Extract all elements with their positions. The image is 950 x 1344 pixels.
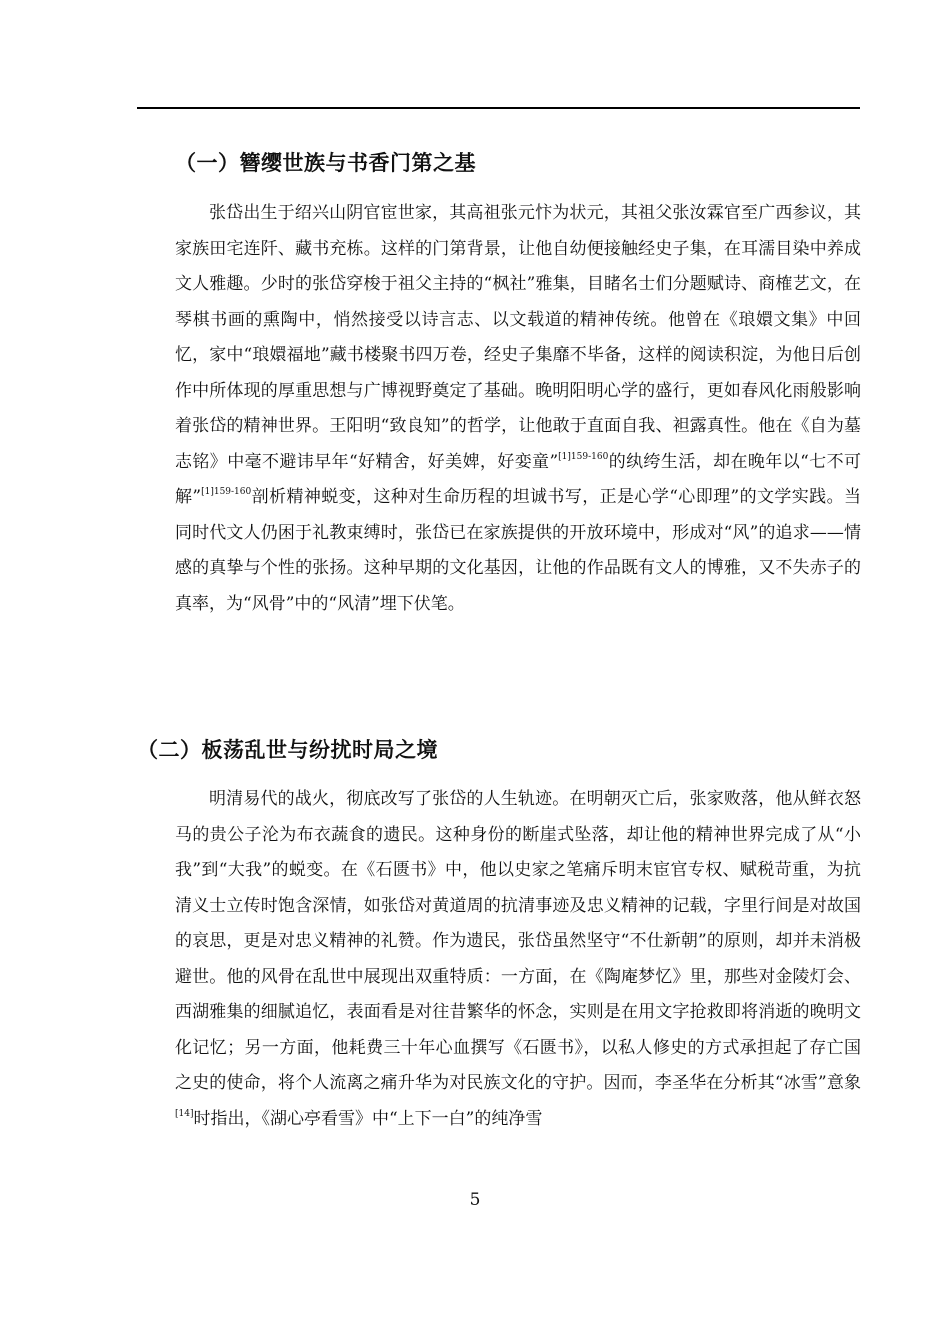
paragraph-2 [175, 782, 861, 1137]
paragraph-1 [175, 196, 861, 622]
paragraph-1-text-c: 剖析精神蜕变，这种对生命历程的坦诚书写，正是心学“心即理”的文学实践。当同时代文人仍困于礼教束缚时，张岱已在家族提供的开放环境中，形成对“风”的追求——情感的真挚与个性的张扬。这种早期的文化基因，让他的作品既有文人的博雅，又不失赤子的真率，为“风骨”中的“风清”埋下伏笔。 [175, 487, 861, 614]
paragraph-1-text-b: 的纨绔生活，却在晚年以“七不可解” [175, 451, 861, 507]
section-heading-1: （一）簪缨世族与书香门第之基 [175, 151, 476, 175]
paragraph-2-text-a: 明清易代的战火，彻底改写了张岱的人生轨迹。在明朝灭亡后，张家败落，他从鲜衣怒马的贵公子沦为布衣蔬食的遗民。这种身份的断崖式坠落，却让他的精神世界完成了从“小我”到“大我”的蜕变。在《石匮书》中，他以史家之笔痛斥明末宦官专权、赋税苛重，为抗清义士立传时饱含深情，如张岱对黄道周的抗清事迹及忠义精神的记载，字里行间是对故国的哀思，更是对忠义精神的礼赞。作为遗民，张岱虽然坚守“不仕新朝”的原则，却并未消极避世。他的风骨在乱世中展现出双重特质：一方面，在《陶庵梦忆》里，那些对金陵灯会、西湖雅集的细腻追忆，表面看是对往昔繁华的怀念，实则是在用文字抢救即将消逝的晚明文化记忆；另一方面，他耗费三十年心血撰写《石匮书》，以私人修史的方式承担起了存亡国之史的使命，将个人流离之痛升华为对民族文化的守护。因而，李圣华在分析其“冰雪”意象 [175, 789, 861, 1093]
citation-1: [1]159-160 [558, 451, 609, 462]
paragraph-2-text-b: 时指出，《湖心亭看雪》中“上下一白”的纯净雪 [193, 1108, 543, 1129]
citation-2: [1]159-160 [201, 487, 252, 497]
paragraph-1-text-a: 张岱出生于绍兴山阴官宦世家，其高祖张元忭为状元，其祖父张汝霖官至广西参议，其家族田宅连阡、藏书充栋。这样的门第背景，让他自幼便接触经史子集，在耳濡目染中养成文人雅趣。少时的张岱穿梭于祖父主持的“枫社”雅集，目睹名士们分题赋诗、商榷艺文，在琴棋书画的熏陶中，悄然接受以诗言志、以文载道的精神传统。他曾在《琅嬛文集》中回忆，家中“琅嬛福地”藏书楼聚书四万卷，经史子集靡不毕备，这样的阅读积淀，为他日后创作中所体现的厚重思想与广博视野奠定了基础。晚明阳明心学的盛行，更如春风化雨般影响着张岱的精神世界。王阳明“致良知”的哲学，让他敢于直面自我、袒露真性。他在《自为墓志铭》中毫不避讳早年“好精舍，好美婢，好娈童” [175, 203, 861, 472]
header-rule [137, 107, 860, 109]
citation-3: [14] [175, 1108, 194, 1119]
page-number: 5 [469, 1190, 481, 1210]
section-heading-2: （二）板荡乱世与纷扰时局之境 [137, 738, 438, 762]
